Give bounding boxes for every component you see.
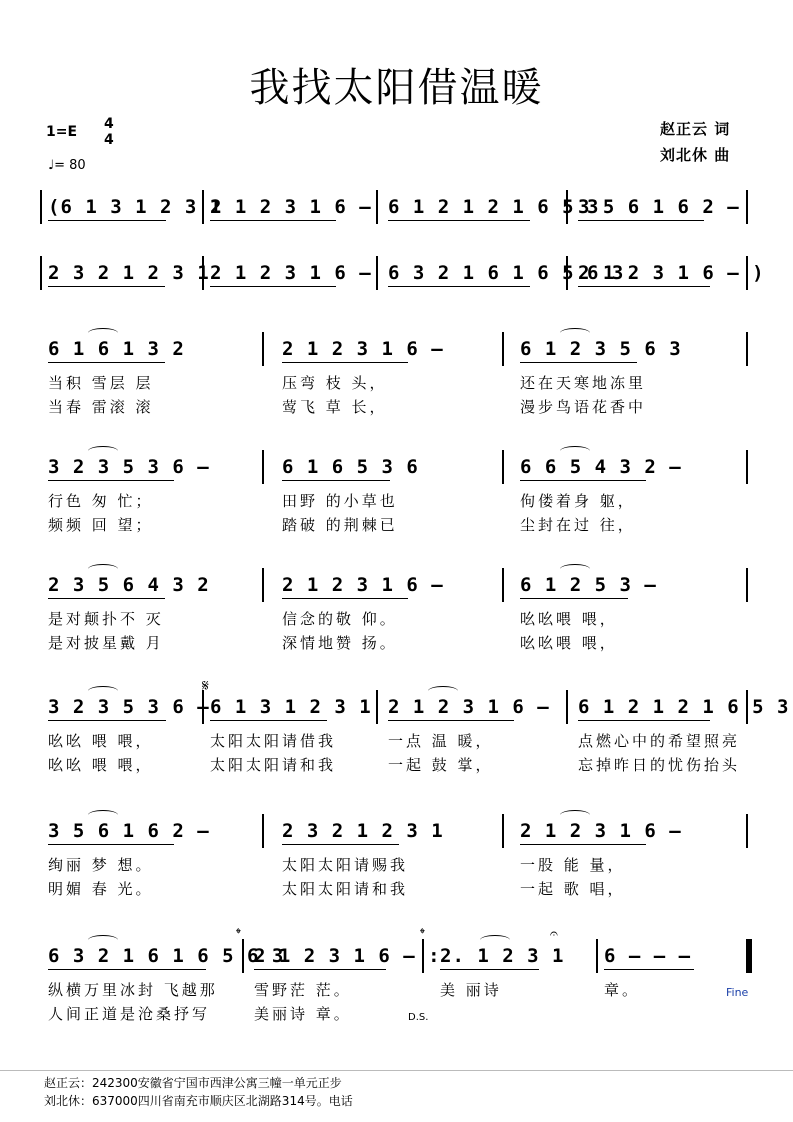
slur <box>88 564 118 574</box>
lyric-verse-1: 田野 的小草也 <box>282 492 398 510</box>
lyric-verse-2: 踏破 的荆棘已 <box>282 516 398 534</box>
bar-line <box>262 814 264 848</box>
beam-line <box>48 598 165 599</box>
lyric-verse-2: 明媚 春 光。 <box>48 880 154 898</box>
score-row <box>0 338 793 418</box>
segno-icon: 𝄋 <box>202 676 209 695</box>
bar-line <box>376 190 378 224</box>
beam-line <box>210 220 336 221</box>
song-title: 我找太阳借温暖 <box>249 65 544 111</box>
measure-notes: 3 2 3 5 3 6 – <box>48 456 210 478</box>
time-top: 4 <box>104 116 114 132</box>
lyric-verse-2: 当春 雷滚 滚 <box>48 398 154 416</box>
bar-line <box>40 190 42 224</box>
lyric-verse-2: 吆吆喂 喂， <box>520 634 618 652</box>
lyric-verse-2: 漫步鸟语花香中 <box>520 398 647 416</box>
fine-marking: Fine <box>726 986 749 999</box>
slur <box>560 446 590 456</box>
lyric-verse-1: 是对颠扑不 灭 <box>48 610 164 628</box>
bar-line <box>262 450 264 484</box>
measure-notes: 6 6 5 4 3 2 – <box>520 456 682 478</box>
measure-notes: 6 3 2 1 6 1 6 5 6 3 <box>388 262 625 284</box>
measure-notes: 3 2 3 5 3 6 – <box>48 696 210 718</box>
measure-notes: 2 3 5 6 4 3 2 <box>48 574 210 596</box>
coda-icon: 𝄌 <box>236 926 241 942</box>
beam-line <box>388 220 530 221</box>
lyricist-credit: 赵正云 词 <box>660 120 731 138</box>
lyric-verse-2: 深情地赞 扬。 <box>282 634 398 652</box>
lyric-verse-1: 佝偻着身 躯， <box>520 492 636 510</box>
lyric-verse-2: 是对披星戴 月 <box>48 634 164 652</box>
lyric-verse-1: 信念的敬 仰。 <box>282 610 398 628</box>
measure-notes: 2 3 2 1 2 3 1 <box>48 262 210 284</box>
measure-notes: 6 1 6 5 3 6 <box>282 456 419 478</box>
lyric-verse-1: 点燃心中的希望照亮 <box>578 732 741 750</box>
measure-notes: 6 1 2 1 2 1 6 5 3 <box>578 696 790 718</box>
beam-line <box>282 362 408 363</box>
key-signature: 1=E <box>46 124 78 140</box>
slur <box>88 810 118 820</box>
lyric-verse-2: 莺飞 草 长， <box>282 398 388 416</box>
quarter-note-icon: ♩ <box>48 158 55 173</box>
bar-line <box>746 814 748 848</box>
bar-line <box>376 690 378 724</box>
beam-line <box>520 480 646 481</box>
measure-notes: 2 1 2 3 1 6 – : <box>254 945 441 967</box>
beam-line <box>48 286 165 287</box>
beam-line <box>282 480 390 481</box>
lyric-verse-2: 太阳太阳请和我 <box>210 756 337 774</box>
bar-line <box>262 332 264 366</box>
score-row <box>0 456 793 536</box>
lyric-verse-1: 美 丽诗 <box>440 981 502 999</box>
lyric-verse-1: 绚丽 梦 想。 <box>48 856 154 874</box>
lyric-verse-1: 还在天寒地冻里 <box>520 374 647 392</box>
composer-address: 刘北休：637000四川省南充市顺庆区北湖路314号。电话 <box>44 1094 353 1108</box>
measure-notes: 2 1 2 3 1 6 – <box>210 196 372 218</box>
lyric-verse-1: 当积 雪层 层 <box>48 374 154 392</box>
fermata-icon: 𝄐 <box>550 926 558 942</box>
beam-line <box>388 720 514 721</box>
beam-line <box>254 969 386 970</box>
measure-notes: 6 1 2 1 2 1 6 5 3 <box>388 196 600 218</box>
coda-icon: 𝄌 <box>420 926 425 942</box>
bar-line <box>596 939 598 973</box>
composer-credit: 刘北休 曲 <box>660 146 731 164</box>
score-row <box>0 945 793 1025</box>
final-bar-line <box>748 939 752 973</box>
beam-line <box>282 844 399 845</box>
slur <box>560 564 590 574</box>
measure-notes: 6 1 3 1 2 3 1 <box>210 696 372 718</box>
bar-line <box>502 814 504 848</box>
bar-line <box>746 450 748 484</box>
lyric-verse-2: 人间正道是沧桑抒写 <box>48 1005 211 1023</box>
beam-line <box>520 844 646 845</box>
lyric-verse-1: 章。 <box>604 981 641 999</box>
beam-line <box>48 480 174 481</box>
beam-line <box>48 362 165 363</box>
lyric-verse-2: 美丽诗 章。 <box>254 1005 352 1023</box>
beam-line <box>388 286 530 287</box>
beam-line <box>282 598 408 599</box>
bar-line <box>502 450 504 484</box>
lyric-verse-1: 行色 匆 忙； <box>48 492 154 510</box>
measure-notes: 2 1 2 3 1 6 – ) <box>578 262 765 284</box>
bar-line <box>40 256 42 290</box>
lyric-verse-1: 太阳太阳请借我 <box>210 732 337 750</box>
lyric-verse-2: 忘掉昨日的忧伤抬头 <box>578 756 741 774</box>
measure-notes: 3 5 6 1 6 2 – <box>48 820 210 842</box>
beam-line <box>520 598 628 599</box>
beam-line <box>48 720 166 721</box>
slur <box>428 686 458 696</box>
lyric-verse-2: 一起 歌 唱， <box>520 880 626 898</box>
measure-notes: 2 1 2 3 1 6 – <box>210 262 372 284</box>
measure-notes: 2. 1 2 3 1 <box>440 945 565 967</box>
measure-notes: 3 5 6 1 6 2 – <box>578 196 740 218</box>
beam-line <box>48 844 174 845</box>
beam-line <box>578 286 710 287</box>
score-row <box>0 262 793 342</box>
lyric-verse-1: 一股 能 量， <box>520 856 626 874</box>
measure-notes: 2 1 2 3 1 6 – <box>282 338 444 360</box>
beam-line <box>520 362 637 363</box>
beam-line <box>48 969 206 970</box>
beam-line <box>604 969 694 970</box>
tempo-marking <box>48 158 86 173</box>
measure-notes: 6 – – – <box>604 945 692 967</box>
lyric-verse-1: 一点 温 暖， <box>388 732 494 750</box>
slur <box>88 935 118 945</box>
measure-notes: 2 1 2 3 1 6 – <box>282 574 444 596</box>
bar-line <box>376 256 378 290</box>
lyric-verse-1: 吆吆 喂 喂， <box>48 732 154 750</box>
bar-line <box>262 568 264 602</box>
measure-notes: (6 1 3 1 2 3 1 <box>48 196 223 218</box>
bar-line <box>746 332 748 366</box>
beam-line <box>578 220 704 221</box>
slur <box>560 328 590 338</box>
beam-line <box>440 969 539 970</box>
slur <box>88 328 118 338</box>
beam-line <box>48 220 166 221</box>
bar-line <box>746 190 748 224</box>
slur <box>480 935 510 945</box>
measure-notes: 6 3 2 1 6 1 6 5 6 3 <box>48 945 285 967</box>
measure-notes: 2 1 2 3 1 6 – <box>520 820 682 842</box>
lyric-verse-2: 一起 鼓 掌， <box>388 756 494 774</box>
time-bottom: 4 <box>104 132 114 148</box>
bar-line <box>746 568 748 602</box>
tempo-value: = 80 <box>54 158 86 173</box>
beam-line <box>210 720 327 721</box>
lyric-verse-1: 雪野茫 茫。 <box>254 981 352 999</box>
lyric-verse-2: 吆吆 喂 喂， <box>48 756 154 774</box>
lyric-verse-1: 纵横万里冰封 飞越那 <box>48 981 218 999</box>
score-row <box>0 820 793 900</box>
slur <box>88 446 118 456</box>
score-row <box>0 574 793 654</box>
ds-marking: D.S. <box>408 1012 429 1023</box>
slur <box>88 686 118 696</box>
lyric-verse-2: 尘封在过 往， <box>520 516 636 534</box>
score-row <box>0 696 793 776</box>
slur <box>560 810 590 820</box>
lyricist-address: 赵正云：242300安徽省宁国市西津公寓三幢一单元正步 <box>44 1076 342 1090</box>
bar-line <box>502 332 504 366</box>
time-signature <box>104 116 114 148</box>
lyric-verse-1: 吆吆喂 喂， <box>520 610 618 628</box>
measure-notes: 2 3 2 1 2 3 1 <box>282 820 444 842</box>
beam-line <box>578 720 710 721</box>
bar-line <box>502 568 504 602</box>
measure-notes: 6 1 2 5 3 – <box>520 574 657 596</box>
lyric-verse-2: 太阳太阳请和我 <box>282 880 409 898</box>
footer-divider <box>0 1070 793 1071</box>
lyric-verse-1: 太阳太阳请赐我 <box>282 856 409 874</box>
measure-notes: 6 1 2 3 5 6 3 <box>520 338 682 360</box>
measure-notes: 2 1 2 3 1 6 – <box>388 696 550 718</box>
lyric-verse-2: 频频 回 望； <box>48 516 154 534</box>
lyric-verse-1: 压弯 枝 头， <box>282 374 388 392</box>
measure-notes: 6 1 6 1 3 2 <box>48 338 185 360</box>
beam-line <box>210 286 336 287</box>
bar-line <box>566 690 568 724</box>
